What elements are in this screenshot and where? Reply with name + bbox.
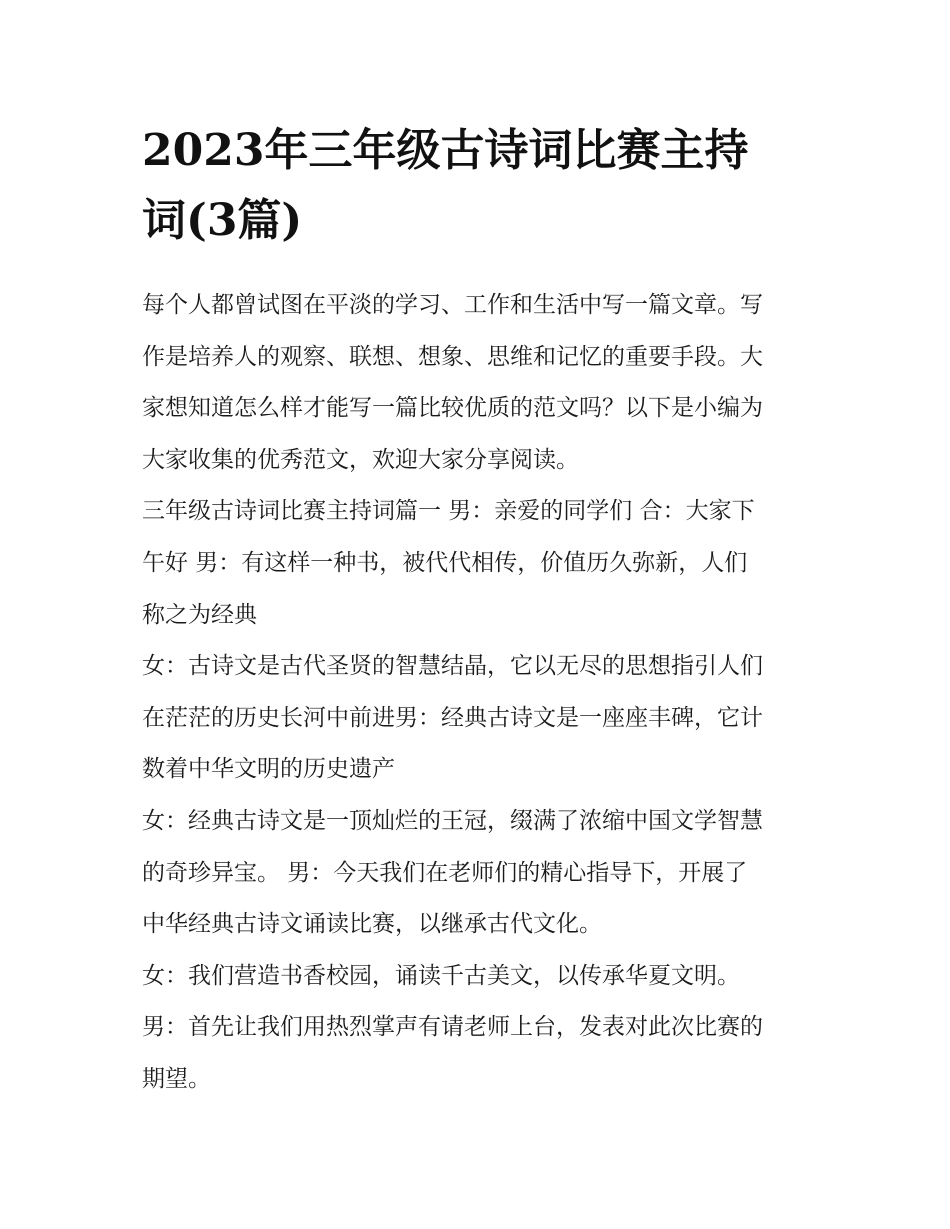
paragraph-intro xyxy=(142,280,822,486)
text-line: 作是培养人的观察、联想、想象、思维和记忆的重要手段。大 xyxy=(142,343,763,370)
text-line: 中华经典古诗文诵读比赛，以继承古代文化。 xyxy=(142,911,602,938)
text-line: 家想知道怎么样才能写一篇比较优质的范文吗？以下是小编为 xyxy=(142,395,763,422)
document-title xyxy=(142,116,822,256)
title-line-1: 2023年三年级古诗词比赛主持 xyxy=(142,125,749,176)
text-line: 期望。 xyxy=(142,1065,211,1092)
paragraph-female-3 xyxy=(142,951,822,1003)
title-line-2: 词(3篇) xyxy=(142,195,303,246)
paragraph-male-closing xyxy=(142,1002,822,1105)
paragraph-female-1 xyxy=(142,641,822,796)
text-line: 三年级古诗词比赛主持词篇一 男：亲爱的同学们 合：大家下 xyxy=(142,498,755,525)
paragraph-female-2 xyxy=(142,796,822,951)
text-line: 称之为经典 xyxy=(142,601,257,628)
text-line: 女：古诗文是古代圣贤的智慧结晶，它以无尽的思想指引人们 xyxy=(142,653,763,680)
text-line: 在茫茫的历史长河中前进男：经典古诗文是一座座丰碑，它计 xyxy=(142,704,763,731)
text-line: 大家收集的优秀范文，欢迎大家分享阅读。 xyxy=(142,446,579,473)
document-body xyxy=(142,280,822,1106)
text-line: 女：经典古诗文是一顶灿烂的王冠，缀满了浓缩中国文学智慧 xyxy=(142,807,763,834)
text-line: 男：首先让我们用热烈掌声有请老师上台，发表对此次比赛的 xyxy=(142,1014,763,1041)
text-line: 的奇珍异宝。 男：今天我们在老师们的精心指导下，开展了 xyxy=(142,859,748,886)
paragraph-script-opening xyxy=(142,486,822,641)
text-line: 女：我们营造书香校园，诵读千古美文，以传承华夏文明。 xyxy=(142,962,740,989)
text-line: 午好 男：有这样一种书，被代代相传，价值历久弥新，人们 xyxy=(142,549,748,576)
text-line: 每个人都曾试图在平淡的学习、工作和生活中写一篇文章。写 xyxy=(142,292,763,318)
text-line: 数着中华文明的历史遗产 xyxy=(142,756,395,783)
